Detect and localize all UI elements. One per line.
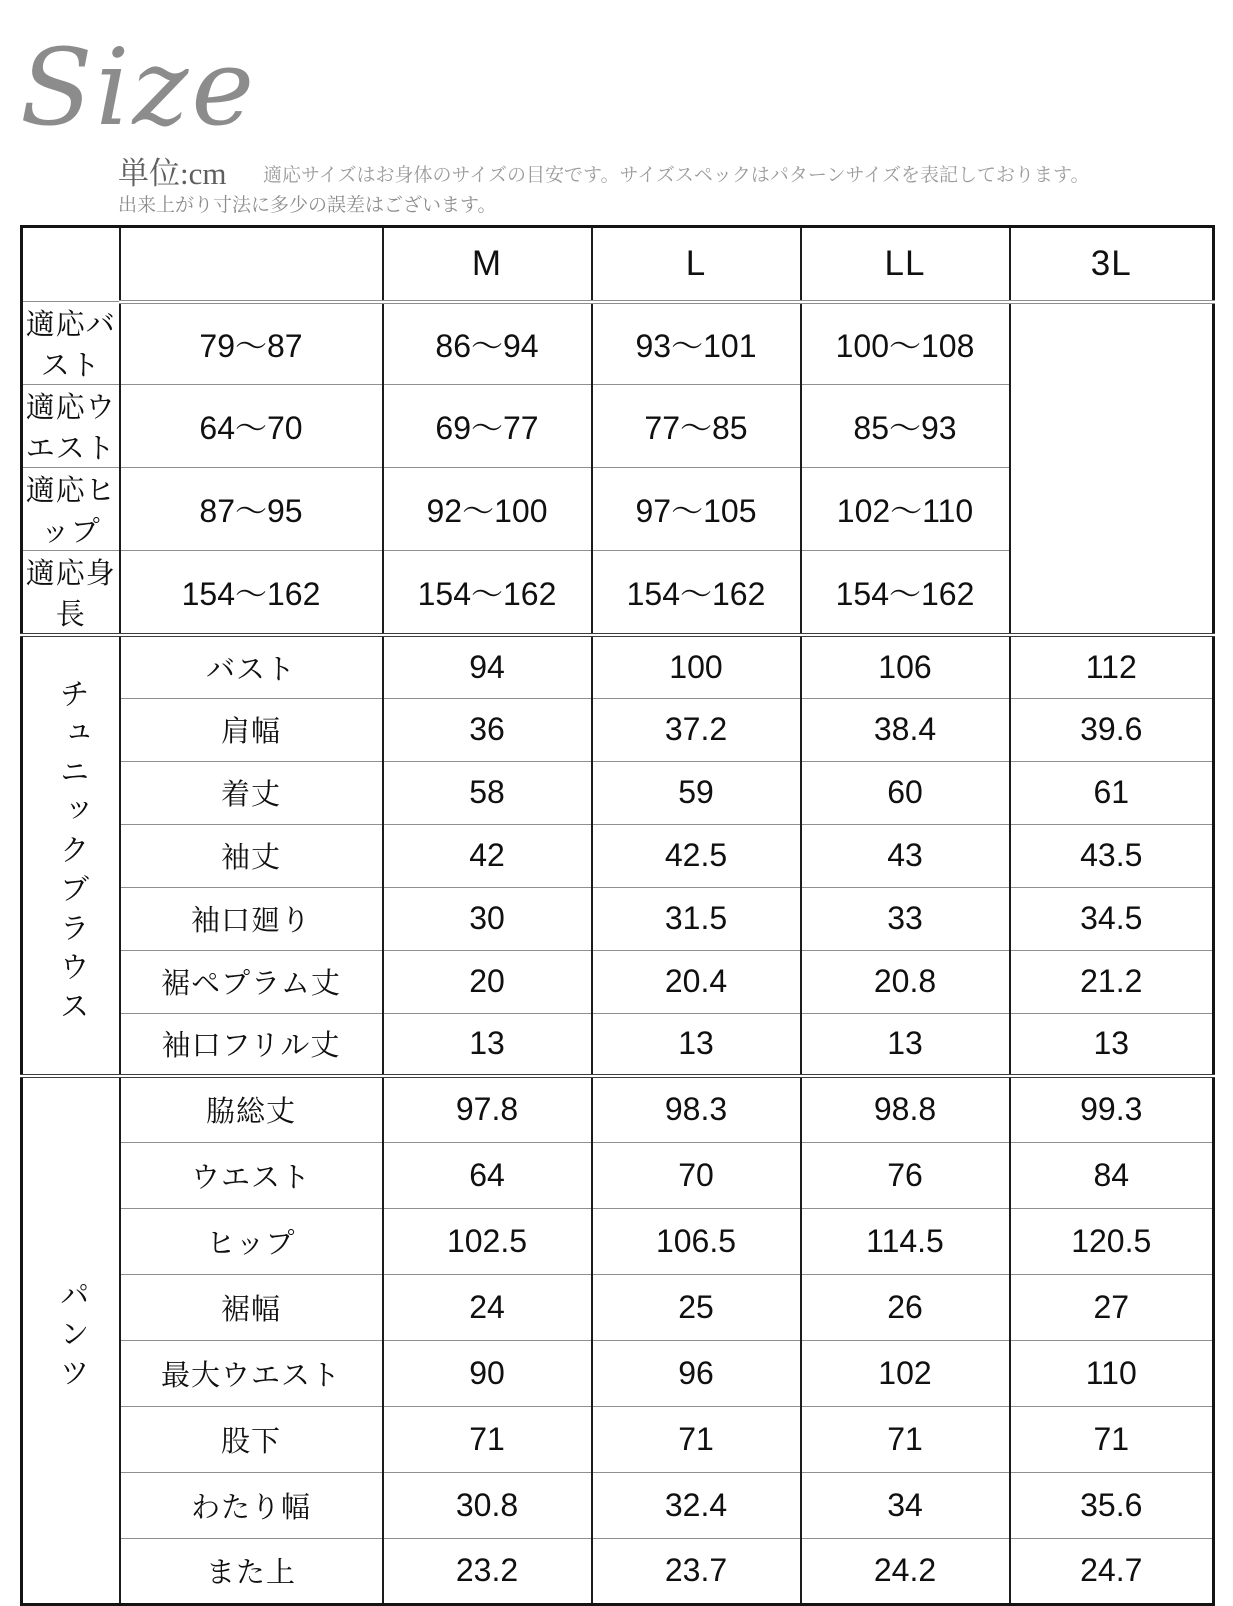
table-row — [22, 302, 1214, 385]
size-value-cell: 60 — [801, 761, 1010, 824]
table-row — [22, 824, 1214, 887]
row-label: 適応バスト — [22, 302, 120, 385]
row-label: 袖口廻り — [120, 887, 383, 950]
group-label: パンツ — [54, 1279, 88, 1397]
size-value-cell: 20.8 — [801, 950, 1010, 1013]
table-row — [22, 1340, 1214, 1406]
size-table-head — [22, 227, 1214, 302]
size-value-cell: 87〜95 — [120, 468, 383, 551]
size-column-header: 3L — [1010, 227, 1214, 302]
size-value-cell: 64〜70 — [120, 385, 383, 468]
table-row — [22, 468, 1214, 551]
size-value-cell: 24 — [383, 1274, 592, 1340]
table-row — [22, 698, 1214, 761]
row-label: 適応ヒップ — [22, 468, 120, 551]
row-label: わたり幅 — [120, 1472, 383, 1538]
size-value-cell: 43 — [801, 824, 1010, 887]
size-value-cell: 32.4 — [592, 1472, 801, 1538]
size-value-cell: 86〜94 — [383, 302, 592, 385]
size-value-cell: 85〜93 — [801, 385, 1010, 468]
size-value-cell: 35.6 — [1010, 1472, 1214, 1538]
size-value-cell: 154〜162 — [120, 551, 383, 636]
table-row — [22, 551, 1214, 636]
table-row — [22, 887, 1214, 950]
table-row — [22, 1208, 1214, 1274]
table-row — [22, 1472, 1214, 1538]
size-value-cell: 100〜108 — [801, 302, 1010, 385]
size-value-cell: 102 — [801, 1340, 1010, 1406]
table-row — [22, 950, 1214, 1013]
row-label: 脇総丈 — [120, 1076, 383, 1142]
row-label: バスト — [120, 635, 383, 698]
table-row — [22, 1142, 1214, 1208]
size-value-cell: 20.4 — [592, 950, 801, 1013]
row-label: 裾ペプラム丈 — [120, 950, 383, 1013]
unit-label: 単位:cm — [118, 156, 227, 191]
size-value-cell: 79〜87 — [120, 302, 383, 385]
table-row — [22, 635, 1214, 698]
row-label: 袖丈 — [120, 824, 383, 887]
row-label: 適応身長 — [22, 551, 120, 636]
row-label: ウエスト — [120, 1142, 383, 1208]
size-value-cell: 106.5 — [592, 1208, 801, 1274]
size-value-cell: 71 — [383, 1406, 592, 1472]
size-value-cell: 23.7 — [592, 1538, 801, 1604]
group-cell-empty — [22, 227, 120, 302]
size-value-cell: 24.2 — [801, 1538, 1010, 1604]
size-value-cell: 20 — [383, 950, 592, 1013]
table-row — [22, 385, 1214, 468]
size-value-cell: 27 — [1010, 1274, 1214, 1340]
size-value-cell: 110 — [1010, 1340, 1214, 1406]
size-value-cell: 94 — [383, 635, 592, 698]
size-value-cell: 98.3 — [592, 1076, 801, 1142]
row-label: ヒップ — [120, 1208, 383, 1274]
note-line-1: 適応サイズはお身体のサイズの目安です。サイズスペックはパターンサイズを表記しております。 — [263, 165, 1090, 186]
size-value-cell: 76 — [801, 1142, 1010, 1208]
size-value-cell: 69〜77 — [383, 385, 592, 468]
row-label: 適応ウエスト — [22, 385, 120, 468]
size-value-cell: 154〜162 — [592, 551, 801, 636]
table-row — [22, 1013, 1214, 1076]
size-value-cell: 154〜162 — [383, 551, 592, 636]
size-value-cell: 114.5 — [801, 1208, 1010, 1274]
table-row — [22, 1274, 1214, 1340]
size-value-cell: 102.5 — [383, 1208, 592, 1274]
group-label-cell — [22, 635, 120, 1076]
size-value-cell: 96 — [592, 1340, 801, 1406]
size-value-cell: 58 — [383, 761, 592, 824]
row-label: 袖口フリル丈 — [120, 1013, 383, 1076]
size-value-cell: 59 — [592, 761, 801, 824]
size-value-cell: 106 — [801, 635, 1010, 698]
size-value-cell: 97〜105 — [592, 468, 801, 551]
size-value-cell: 92〜100 — [383, 468, 592, 551]
row-label: 裾幅 — [120, 1274, 383, 1340]
header-row — [22, 227, 1214, 302]
size-value-cell: 61 — [1010, 761, 1214, 824]
table-row — [22, 1406, 1214, 1472]
size-value-cell: 13 — [383, 1013, 592, 1076]
size-value-cell: 30 — [383, 887, 592, 950]
size-value-cell: 77〜85 — [592, 385, 801, 468]
size-value-cell: 64 — [383, 1142, 592, 1208]
row-label: 肩幅 — [120, 698, 383, 761]
size-table-body — [22, 302, 1214, 1605]
row-label: また上 — [120, 1538, 383, 1604]
size-value-cell: 71 — [1010, 1406, 1214, 1472]
size-value-cell: 71 — [801, 1406, 1010, 1472]
size-value-cell: 31.5 — [592, 887, 801, 950]
size-column-header: L — [592, 227, 801, 302]
table-row — [22, 1076, 1214, 1142]
size-value-cell: 34.5 — [1010, 887, 1214, 950]
size-value-cell: 36 — [383, 698, 592, 761]
size-logo: Size — [20, 26, 258, 149]
row-label: 最大ウエスト — [120, 1340, 383, 1406]
size-value-cell: 34 — [801, 1472, 1010, 1538]
size-value-cell: 97.8 — [383, 1076, 592, 1142]
row-label: 着丈 — [120, 761, 383, 824]
size-value-cell: 23.2 — [383, 1538, 592, 1604]
size-value-cell: 21.2 — [1010, 950, 1214, 1013]
size-value-cell: 26 — [801, 1274, 1010, 1340]
size-table — [20, 225, 1215, 1606]
size-value-cell: 100 — [592, 635, 801, 698]
size-value-cell: 37.2 — [592, 698, 801, 761]
size-value-cell: 120.5 — [1010, 1208, 1214, 1274]
size-value-cell: 98.8 — [801, 1076, 1010, 1142]
size-value-cell: 13 — [1010, 1013, 1214, 1076]
size-value-cell: 70 — [592, 1142, 801, 1208]
table-row — [22, 761, 1214, 824]
row-label: 股下 — [120, 1406, 383, 1472]
note-line-2: 出来上がり寸法に多少の誤差はございます。 — [118, 195, 497, 216]
table-row — [22, 1538, 1214, 1604]
size-value-cell: 13 — [801, 1013, 1010, 1076]
size-value-cell: 13 — [592, 1013, 801, 1076]
size-value-cell: 38.4 — [801, 698, 1010, 761]
size-value-cell: 25 — [592, 1274, 801, 1340]
header-corner-cell — [120, 227, 383, 302]
size-value-cell: 93〜101 — [592, 302, 801, 385]
size-value-cell: 42 — [383, 824, 592, 887]
size-value-cell: 24.7 — [1010, 1538, 1214, 1604]
size-value-cell: 43.5 — [1010, 824, 1214, 887]
size-value-cell: 30.8 — [383, 1472, 592, 1538]
group-label: チュニックブラウス — [54, 677, 88, 1029]
size-column-header: M — [383, 227, 592, 302]
size-value-cell: 42.5 — [592, 824, 801, 887]
size-value-cell: 71 — [592, 1406, 801, 1472]
size-value-cell: 112 — [1010, 635, 1214, 698]
size-value-cell: 90 — [383, 1340, 592, 1406]
size-value-cell: 99.3 — [1010, 1076, 1214, 1142]
size-value-cell: 33 — [801, 887, 1010, 950]
size-value-cell: 39.6 — [1010, 698, 1214, 761]
size-value-cell: 102〜110 — [801, 468, 1010, 551]
group-label-cell — [22, 1076, 120, 1604]
size-column-header: LL — [801, 227, 1010, 302]
size-value-cell: 154〜162 — [801, 551, 1010, 636]
size-value-cell: 84 — [1010, 1142, 1214, 1208]
